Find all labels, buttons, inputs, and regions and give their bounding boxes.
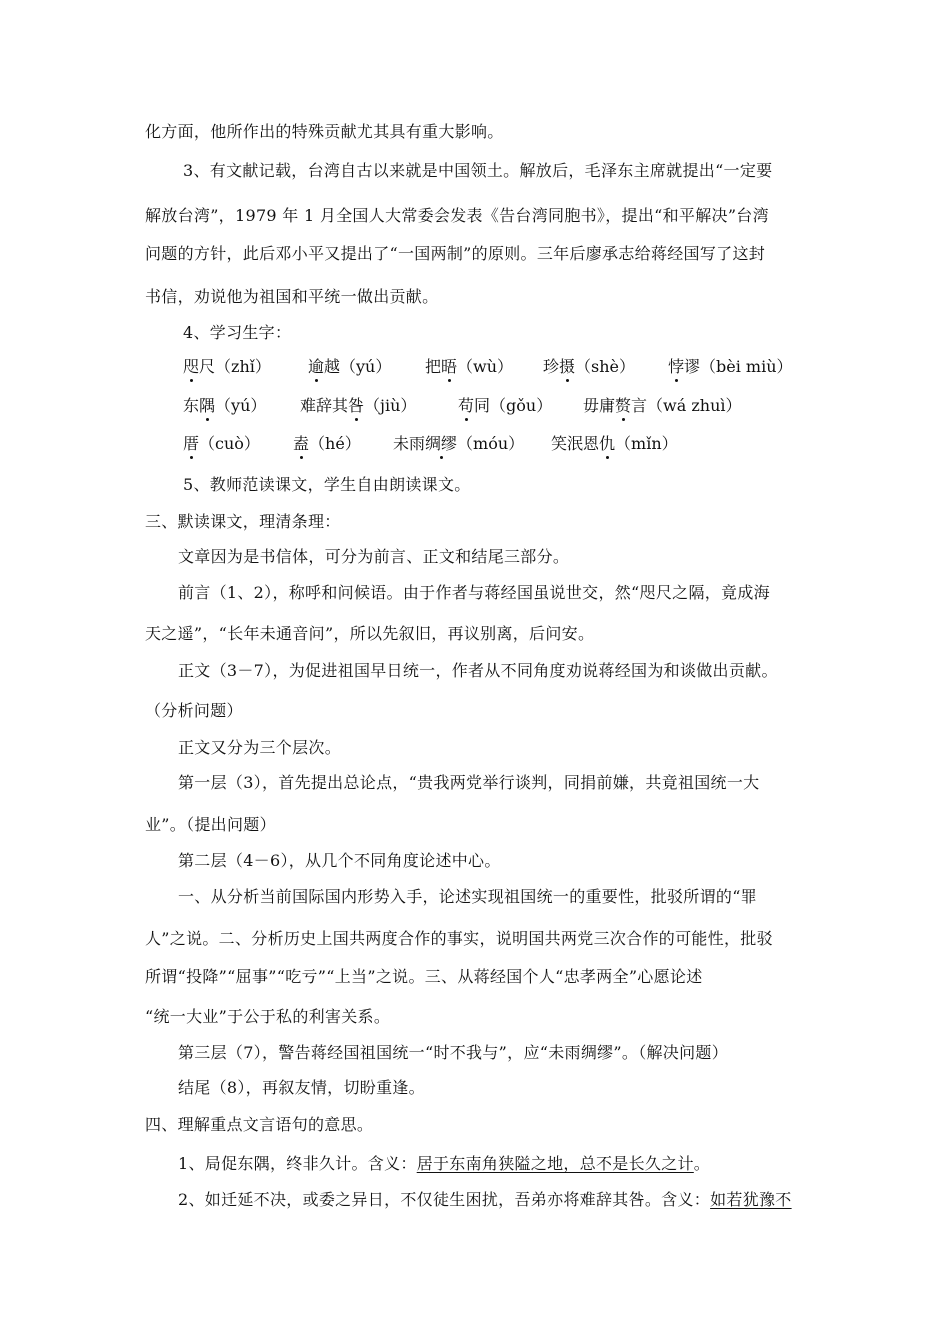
paragraph-line: 人”之说。二、分析历史上国共两度合作的事实，说明国共两党三次合作的可能性，批驳 xyxy=(145,929,773,948)
paragraph-line: （分析问题） xyxy=(145,701,243,720)
vocab-item: 咫尺（zhǐ） xyxy=(183,357,271,376)
vocab-item: 笑泯恩仇（mǐn） xyxy=(551,434,678,453)
vocab-item: 珍摄（shè） xyxy=(543,357,636,376)
explanation-text: 2、如迁延不决，或委之异日，不仅徒生困扰，吾弟亦将难辞其咎。含义： xyxy=(178,1190,711,1209)
vocab-heading: 4、学习生字： xyxy=(183,323,292,342)
section-heading: 四、理解重点文言语句的意思。 xyxy=(145,1115,374,1134)
section-heading: 三、默读课文，理清条理： xyxy=(145,512,341,531)
vocab-item: 苟同（gǒu） xyxy=(458,396,553,415)
paragraph-line: 化方面，他所作出的特殊贡献尤其具有重大影响。 xyxy=(145,122,504,141)
paragraph-line: “统一大业”于公于私的利害关系。 xyxy=(145,1007,391,1026)
paragraph-3-line: 3、有文献记载，台湾自古以来就是中国领土。解放后，毛泽东主席就提出“一定要 xyxy=(183,161,773,180)
vocab-row-1 xyxy=(183,357,823,379)
paragraph-line: 所谓“投降”“屈事”“吃亏”“上当”之说。三、从蒋经国个人“忠孝两全”心愿论述 xyxy=(145,967,703,986)
vocab-item: 悖谬（bèi miù） xyxy=(668,357,793,376)
paragraph-line: 第一层（3），首先提出总论点，“贵我两党举行谈判，同捐前嫌，共竟祖国统一大 xyxy=(178,773,760,792)
vocab-item: 东隅（yú） xyxy=(183,396,267,415)
paragraph-line: 业”。（提出问题） xyxy=(145,815,276,834)
vocab-row-2 xyxy=(183,396,823,418)
paragraph-3-line: 解放台湾”，1979 年 1 月全国人大常委会发表《告台湾同胞书》，提出“和平解决”台湾 xyxy=(145,206,769,225)
vocab-item: 逾越（yú） xyxy=(308,357,392,376)
explanation-end: 。 xyxy=(693,1154,711,1173)
paragraph-line: 天之遥”，“长年未通音问”，所以先叙旧，再议别离，后问安。 xyxy=(145,624,595,643)
vocab-item: 难辞其咎（jiù） xyxy=(300,396,417,415)
explanation-1 xyxy=(178,1154,710,1174)
explanation-2 xyxy=(178,1190,792,1210)
paragraph-line: 正文又分为三个层次。 xyxy=(178,738,342,757)
vocab-item: 毋庸赘言（wá zhuì） xyxy=(583,396,742,415)
vocab-item: 未雨绸缪（móu） xyxy=(393,434,525,453)
paragraph-3-line: 书信，劝说他为祖国和平统一做出贡献。 xyxy=(145,287,439,306)
vocab-item: 盍（hé） xyxy=(293,434,361,453)
paragraph-line: 一、从分析当前国际国内形势入手，论述实现祖国统一的重要性，批驳所谓的“罪 xyxy=(178,887,757,906)
paragraph-line: 文章因为是书信体，可分为前言、正文和结尾三部分。 xyxy=(178,547,570,566)
paragraph-line: 第三层（7），警告蒋经国祖国统一“时不我与”，应“未雨绸缪”。（解决问题） xyxy=(178,1043,728,1062)
vocab-row-3 xyxy=(183,434,823,456)
vocab-item: 把晤（wù） xyxy=(425,357,514,376)
paragraph-line: 第二层（4－6），从几个不同角度论述中心。 xyxy=(178,851,501,870)
paragraph-line: 前言（1、2），称呼和问候语。由于作者与蒋经国虽说世交，然“咫尺之隔，竟成海 xyxy=(178,583,770,602)
paragraph-line: 正文（3－7），为促进祖国早日统一，作者从不同角度劝说蒋经国为和谈做出贡献。 xyxy=(178,661,778,680)
explanation-answer: 如若犹豫不 xyxy=(710,1190,792,1209)
vocab-item: 厝（cuò） xyxy=(183,434,260,453)
paragraph-5: 5、教师范读课文，学生自由朗读课文。 xyxy=(183,475,471,494)
explanation-text: 1、局促东隅，终非久计。含义： xyxy=(178,1154,417,1173)
paragraph-3-line: 问题的方针，此后邓小平又提出了“一国两制”的原则。三年后廖承志给蒋经国写了这封 xyxy=(145,244,766,263)
paragraph-line: 结尾（8），再叙友情，切盼重逢。 xyxy=(178,1078,425,1097)
explanation-answer: 居于东南角狭隘之地，总不是长久之计 xyxy=(416,1154,694,1173)
